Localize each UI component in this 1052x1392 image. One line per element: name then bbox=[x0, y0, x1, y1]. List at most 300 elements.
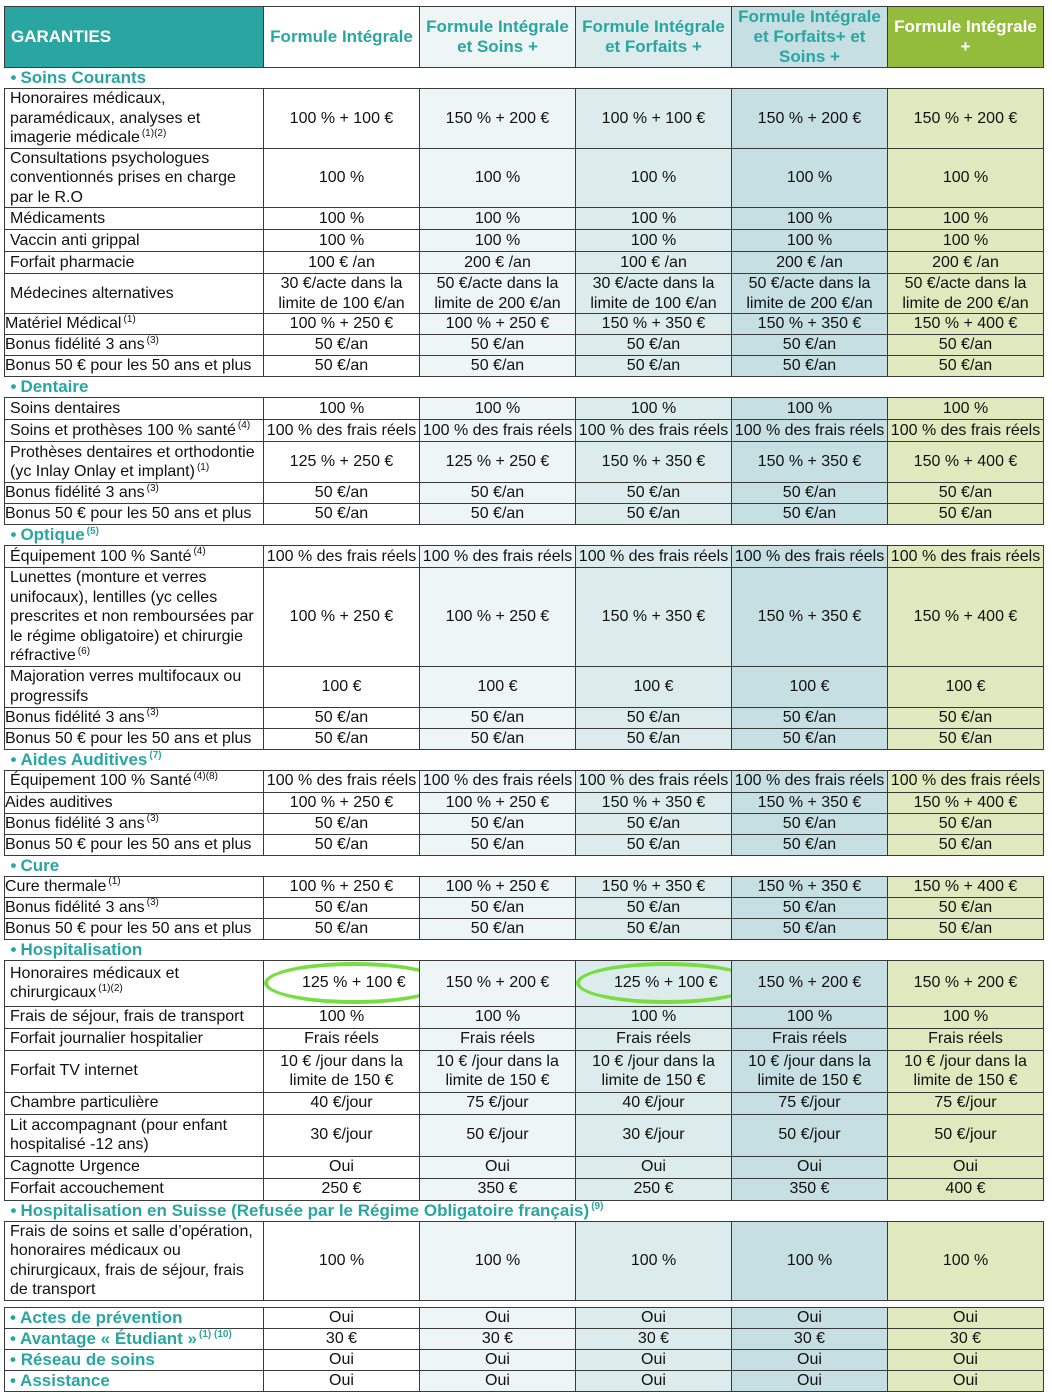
row-label bbox=[5, 897, 263, 918]
table-row bbox=[5, 666, 1044, 707]
value-cell: 50 €/an bbox=[576, 897, 731, 918]
value-cell: 50 €/an bbox=[264, 834, 419, 855]
section-title bbox=[5, 525, 1044, 546]
value-cell: 50 €/an bbox=[732, 728, 887, 749]
value-cell: 50 €/an bbox=[888, 728, 1043, 749]
value-cell: 100 % bbox=[888, 398, 1044, 420]
value-cell-stack bbox=[420, 483, 576, 525]
table-row bbox=[5, 1092, 1044, 1114]
value-cell-stack bbox=[888, 707, 1044, 749]
row-label bbox=[5, 568, 264, 667]
row-label-text: Frais de soins et salle d’opération, honoraires médicaux ou chirurgicaux, frais de séjour, frais de transport bbox=[10, 1222, 253, 1298]
footer-label-text: Réseau de soins bbox=[20, 1349, 155, 1369]
value-cell: 40 €/jour bbox=[264, 1092, 420, 1114]
value-cell: 50 €/an bbox=[314, 484, 369, 501]
value-cell: 50 €/an bbox=[420, 813, 575, 834]
footnote-ref: (3) bbox=[146, 482, 159, 494]
row-label bbox=[5, 666, 264, 707]
footnote-ref: (1) bbox=[108, 876, 121, 888]
row-label-text: Lit accompagnant (pour enfant hospitalisé -12 ans) bbox=[10, 1116, 228, 1153]
row-label-text: Bonus 50 € pour les 50 ans et plus bbox=[5, 357, 252, 374]
section-title-text: Optique bbox=[20, 525, 85, 545]
row-label-text: Consultations psychologues conventionnés prises en charge par le R.O bbox=[10, 149, 236, 206]
footer-row bbox=[5, 1370, 1044, 1391]
value-cell: 350 € bbox=[420, 1178, 576, 1200]
value-cell: 100 € /an bbox=[264, 252, 420, 274]
bullet-icon: • bbox=[10, 855, 17, 875]
value-cell-stack bbox=[888, 314, 1044, 377]
value-cell: 100 % des frais réels bbox=[264, 546, 420, 568]
formule-header: Formule Intégrale + bbox=[888, 7, 1044, 68]
value-cell: 100 % bbox=[732, 230, 888, 252]
row-label-text: Honoraires médicaux et chirurgicaux bbox=[10, 964, 179, 1001]
value-cell: 400 € bbox=[888, 1178, 1044, 1200]
table-row bbox=[5, 89, 1044, 149]
row-label bbox=[5, 793, 263, 813]
row-label bbox=[5, 1050, 264, 1092]
value-cell: 100 % + 250 € bbox=[289, 877, 394, 895]
footnote-ref: (6) bbox=[77, 645, 91, 657]
formule-header: Formule Intégrale bbox=[264, 7, 420, 68]
value-cell: 50 €/an bbox=[782, 708, 837, 726]
row-label-text: Prothèses dentaires et orthodontie (yc Inlay Onlay et implant) bbox=[10, 443, 255, 480]
value-cell: 50 €/an bbox=[576, 728, 731, 749]
row-label-text: Honoraires médicaux, paramédicaux, analyses et imagerie médicale bbox=[10, 90, 201, 146]
row-label bbox=[5, 398, 264, 420]
value-cell-stack bbox=[576, 314, 732, 377]
value-cell: 150 % + 400 € bbox=[913, 877, 1018, 895]
section-header-row bbox=[5, 377, 1044, 398]
section-title-text: Hospitalisation bbox=[20, 939, 143, 959]
value-cell: 100 € bbox=[576, 666, 732, 707]
value-cell: 150 % + 350 € bbox=[732, 568, 888, 667]
value-cell: 150 % + 400 € bbox=[888, 442, 1044, 483]
value-cell bbox=[264, 960, 420, 1006]
row-label-text: Bonus fidélité 3 ans bbox=[5, 708, 145, 726]
value-cell-stack bbox=[420, 707, 576, 749]
value-cell: 100 % bbox=[264, 1006, 420, 1028]
value-cell: 10 € /jour dans la limite de 150 € bbox=[264, 1050, 420, 1092]
value-cell: 50 €/an bbox=[888, 897, 1043, 918]
value-cell: 125 % + 250 € bbox=[420, 442, 576, 483]
row-label-stack bbox=[5, 876, 264, 939]
value-cell: 50 €/an bbox=[264, 918, 419, 939]
row-label-text: Majoration verres multifocaux ou progressifs bbox=[10, 668, 242, 705]
row-label-text: Équipement 100 % Santé bbox=[10, 772, 192, 790]
value-cell: 50 €/an bbox=[888, 918, 1043, 939]
table-row bbox=[5, 398, 1044, 420]
value-cell: 100 € bbox=[264, 666, 420, 707]
table-row-group bbox=[5, 707, 1044, 749]
value-cell: 100 % + 250 € bbox=[264, 568, 420, 667]
value-cell: 100 % des frais réels bbox=[420, 770, 576, 792]
value-cell: 100 % bbox=[420, 230, 576, 252]
row-label-text: Forfait accouchement bbox=[10, 1180, 164, 1198]
row-label-text: Médicaments bbox=[10, 209, 106, 227]
value-cell: 50 €/an bbox=[420, 834, 575, 855]
formule-header: Formule Intégrale et Soins + bbox=[420, 7, 576, 68]
section-header-row bbox=[5, 525, 1044, 546]
row-label-text: Lunettes (monture et verres unifocaux), lentilles (yc celles prescrites et non remboursées par le régime obligatoire) et chirurgie réfractive bbox=[10, 569, 254, 664]
value-cell: 150 % + 350 € bbox=[601, 793, 706, 811]
value-cell: 100 % bbox=[420, 208, 576, 230]
value-cell-stack bbox=[888, 792, 1044, 855]
value-cell: Frais réels bbox=[576, 1028, 732, 1050]
value-cell: 150 % + 200 € bbox=[420, 960, 576, 1006]
value-cell: 30 € bbox=[576, 1328, 732, 1349]
row-label bbox=[5, 770, 264, 792]
value-cell: 100 % + 100 € bbox=[264, 89, 420, 149]
row-label-text: Forfait pharmacie bbox=[10, 253, 135, 271]
value-cell: Oui bbox=[888, 1307, 1044, 1328]
row-label bbox=[5, 334, 263, 355]
table-row bbox=[5, 546, 1044, 568]
value-cell: 100 % bbox=[420, 398, 576, 420]
table-row bbox=[5, 252, 1044, 274]
value-cell: 100 % + 250 € bbox=[445, 793, 550, 811]
value-cell-stack bbox=[732, 314, 888, 377]
value-cell: 50 €/an bbox=[888, 334, 1043, 355]
value-cell: 100 % des frais réels bbox=[732, 770, 888, 792]
value-cell: 50 €/an bbox=[576, 918, 731, 939]
row-label-text: Cure thermale bbox=[5, 877, 107, 895]
value-cell: 10 € /jour dans la limite de 150 € bbox=[732, 1050, 888, 1092]
value-cell: Frais réels bbox=[732, 1028, 888, 1050]
value-cell: 50 €/acte dans la limite de 200 €/an bbox=[888, 274, 1044, 314]
value-cell: 50 €/an bbox=[938, 484, 993, 501]
value-cell: 100 % bbox=[888, 230, 1044, 252]
table-row-group bbox=[5, 483, 1044, 525]
table-row bbox=[5, 442, 1044, 483]
footnote-ref: (4) bbox=[193, 546, 206, 558]
row-label bbox=[5, 960, 264, 1006]
value-cell: 50 €/jour bbox=[732, 1114, 888, 1156]
value-cell: 150 % + 350 € bbox=[732, 442, 888, 483]
footer-label-text: Actes de prévention bbox=[20, 1307, 183, 1327]
value-cell: 350 € bbox=[732, 1178, 888, 1200]
value-cell: Oui bbox=[420, 1370, 576, 1391]
row-label bbox=[5, 1092, 264, 1114]
row-label-text: Aides auditives bbox=[5, 793, 113, 811]
row-label bbox=[5, 546, 264, 568]
row-label bbox=[5, 813, 263, 834]
row-label-stack bbox=[5, 314, 264, 377]
row-label bbox=[5, 89, 264, 149]
row-label bbox=[5, 503, 263, 524]
value-cell: Oui bbox=[576, 1370, 732, 1391]
value-cell: 100 % des frais réels bbox=[420, 420, 576, 442]
value-cell-stack bbox=[264, 876, 420, 939]
value-cell: 150 % + 200 € bbox=[420, 89, 576, 149]
row-label-text: Bonus 50 € pour les 50 ans et plus bbox=[5, 919, 252, 937]
value-cell-stack bbox=[264, 792, 420, 855]
value-cell: 150 % + 350 € bbox=[757, 315, 862, 332]
row-label bbox=[5, 1006, 264, 1028]
value-cell: 10 € /jour dans la limite de 150 € bbox=[576, 1050, 732, 1092]
row-label bbox=[5, 252, 264, 274]
bullet-icon: • bbox=[10, 1307, 21, 1327]
section-title-text: Aides Auditives bbox=[20, 749, 148, 769]
value-cell: 75 €/jour bbox=[732, 1092, 888, 1114]
value-cell: 30 € bbox=[888, 1328, 1044, 1349]
value-cell: Oui bbox=[888, 1349, 1044, 1370]
value-cell: 10 € /jour dans la limite de 150 € bbox=[420, 1050, 576, 1092]
row-label-text: Vaccin anti grippal bbox=[10, 231, 140, 249]
row-label-text: Bonus fidélité 3 ans bbox=[5, 814, 145, 832]
footer-label bbox=[5, 1349, 264, 1370]
footnote-ref: (9) bbox=[591, 1201, 604, 1213]
value-cell: 100 % + 100 € bbox=[576, 89, 732, 149]
value-cell: Oui bbox=[420, 1307, 576, 1328]
footnote-ref: (7) bbox=[149, 750, 162, 762]
row-label-text: Cagnotte Urgence bbox=[10, 1158, 140, 1176]
value-cell: 75 €/jour bbox=[420, 1092, 576, 1114]
row-label bbox=[5, 834, 263, 855]
value-cell: 30 €/jour bbox=[264, 1114, 420, 1156]
value-cell-stack bbox=[420, 792, 576, 855]
value-cell: 100 % bbox=[888, 1221, 1044, 1300]
value-cell: 100 % bbox=[576, 1006, 732, 1028]
table-row bbox=[5, 960, 1044, 1006]
table-row bbox=[5, 1006, 1044, 1028]
value-cell: Oui bbox=[888, 1156, 1044, 1178]
value-cell: 150 % + 200 € bbox=[732, 960, 888, 1006]
value-cell: 100 % des frais réels bbox=[576, 420, 732, 442]
footnote-ref: (3) bbox=[146, 707, 159, 719]
value-cell: Oui bbox=[888, 1370, 1044, 1391]
value-cell: 250 € bbox=[264, 1178, 420, 1200]
value-cell: Frais réels bbox=[888, 1028, 1044, 1050]
value-cell: 50 €/an bbox=[420, 897, 575, 918]
value-cell: 30 €/acte dans la limite de 100 €/an bbox=[576, 274, 732, 314]
value-cell: Frais réels bbox=[420, 1028, 576, 1050]
row-label-stack bbox=[5, 483, 264, 525]
value-cell: 50 €/an bbox=[264, 813, 419, 834]
row-label bbox=[5, 442, 264, 483]
row-label bbox=[5, 420, 264, 442]
formule-header: Formule Intégrale et Forfaits+ et Soins + bbox=[732, 7, 888, 68]
value-cell: 200 € /an bbox=[888, 252, 1044, 274]
value-cell: 100 % des frais réels bbox=[888, 770, 1044, 792]
row-label-text: Équipement 100 % Santé bbox=[10, 547, 192, 565]
value-cell: Oui bbox=[264, 1156, 420, 1178]
value-cell: 100 € /an bbox=[576, 252, 732, 274]
section-title-text: Hospitalisation en Suisse (Refusée par le Régime Obligatoire français) bbox=[20, 1200, 590, 1220]
value-cell: 100 % bbox=[888, 1006, 1044, 1028]
bullet-icon: • bbox=[10, 1328, 21, 1348]
guarantees-table-container bbox=[4, 6, 1044, 1392]
value-cell: 100 % bbox=[264, 208, 420, 230]
value-cell: 100 % des frais réels bbox=[576, 770, 732, 792]
section-title bbox=[5, 377, 1044, 398]
value-cell: 150 % + 400 € bbox=[913, 315, 1018, 332]
value-cell: 50 €/an bbox=[264, 334, 419, 355]
row-label bbox=[5, 314, 263, 334]
value-cell: 250 € bbox=[576, 1178, 732, 1200]
value-cell: 50 €/an bbox=[576, 334, 731, 355]
value-cell: Oui bbox=[732, 1307, 888, 1328]
value-cell: 150 % + 400 € bbox=[888, 568, 1044, 667]
value-cell: 100 % des frais réels bbox=[732, 546, 888, 568]
footnote-ref: (4) bbox=[237, 420, 251, 432]
value-cell: 100 % bbox=[576, 398, 732, 420]
section-header-row bbox=[5, 939, 1044, 960]
table-row bbox=[5, 274, 1044, 314]
bullet-icon: • bbox=[10, 1200, 17, 1220]
value-cell: 50 €/an bbox=[264, 897, 419, 918]
footer-row bbox=[5, 1328, 1044, 1349]
value-cell: 30 €/acte dans la limite de 100 €/an bbox=[264, 274, 420, 314]
section-title bbox=[5, 68, 1044, 89]
value-cell: 100 % des frais réels bbox=[264, 770, 420, 792]
value-cell: 50 €/an bbox=[888, 503, 1043, 524]
value-cell: 50 €/an bbox=[732, 897, 887, 918]
value-cell: 50 €/an bbox=[576, 813, 731, 834]
value-cell: 100 % bbox=[420, 1221, 576, 1300]
table-row bbox=[5, 208, 1044, 230]
bullet-icon: • bbox=[10, 1370, 21, 1390]
value-cell: 100 % bbox=[264, 398, 420, 420]
value-cell: 50 €/an bbox=[888, 355, 1043, 376]
value-cell: 100 % bbox=[420, 148, 576, 208]
row-label-text: Bonus 50 € pour les 50 ans et plus bbox=[5, 505, 252, 522]
row-label bbox=[5, 148, 264, 208]
highlight-circle: 125 % + 100 € bbox=[576, 962, 732, 1004]
value-cell-stack bbox=[732, 483, 888, 525]
value-cell-stack bbox=[576, 483, 732, 525]
table-body bbox=[5, 68, 1044, 1392]
table-row bbox=[5, 1156, 1044, 1178]
row-label bbox=[5, 708, 263, 728]
value-cell: 50 €/an bbox=[470, 484, 525, 501]
value-cell-stack bbox=[732, 707, 888, 749]
row-label-text: Soins et prothèses 100 % santé bbox=[10, 421, 236, 439]
value-cell-stack bbox=[264, 483, 420, 525]
value-cell: 100 % des frais réels bbox=[576, 546, 732, 568]
value-cell: 100 % des frais réels bbox=[264, 420, 420, 442]
footer-label-text: Avantage « Étudiant » bbox=[20, 1328, 198, 1348]
value-cell: 30 € bbox=[264, 1328, 420, 1349]
section-header-row bbox=[5, 1200, 1044, 1221]
section-title bbox=[5, 939, 1044, 960]
value-cell: 125 % + 250 € bbox=[264, 442, 420, 483]
value-cell: 100 % bbox=[576, 148, 732, 208]
value-cell: 30 € bbox=[732, 1328, 888, 1349]
value-cell: 50 €/an bbox=[420, 503, 575, 524]
value-cell: 200 € /an bbox=[732, 252, 888, 274]
value-cell-stack bbox=[576, 707, 732, 749]
table-row bbox=[5, 1221, 1044, 1300]
value-cell: 50 €/an bbox=[264, 355, 419, 376]
row-label bbox=[5, 230, 264, 252]
value-cell-stack bbox=[888, 876, 1044, 939]
value-cell: 100 % bbox=[732, 208, 888, 230]
value-cell: 150 % + 350 € bbox=[576, 442, 732, 483]
value-cell-stack bbox=[732, 876, 888, 939]
value-cell: 100 % bbox=[732, 1221, 888, 1300]
value-cell: 150 % + 350 € bbox=[757, 793, 862, 811]
value-cell: 50 €/an bbox=[576, 503, 731, 524]
table-row bbox=[5, 770, 1044, 792]
row-label-stack bbox=[5, 707, 264, 749]
footer-row bbox=[5, 1307, 1044, 1328]
value-cell: Oui bbox=[732, 1156, 888, 1178]
value-cell-stack bbox=[420, 314, 576, 377]
value-cell: 50 €/an bbox=[576, 834, 731, 855]
value-cell: Oui bbox=[420, 1156, 576, 1178]
table-row bbox=[5, 230, 1044, 252]
table-row bbox=[5, 1028, 1044, 1050]
value-cell: 100 % bbox=[888, 208, 1044, 230]
value-cell: 50 €/an bbox=[732, 834, 887, 855]
row-label-text: Soins dentaires bbox=[10, 399, 121, 417]
table-row-group bbox=[5, 314, 1044, 377]
bullet-icon: • bbox=[10, 68, 17, 88]
value-cell: 50 €/an bbox=[888, 834, 1043, 855]
footnote-ref: (1) (10) bbox=[199, 1329, 232, 1341]
footnote-ref: (5) bbox=[86, 525, 99, 537]
value-cell: 50 €/acte dans la limite de 200 €/an bbox=[420, 274, 576, 314]
guarantees-table bbox=[4, 6, 1044, 1392]
value-cell: 100 % + 250 € bbox=[289, 793, 394, 811]
value-cell-stack bbox=[888, 483, 1044, 525]
spacer bbox=[5, 1300, 1044, 1307]
value-cell-stack bbox=[264, 314, 420, 377]
section-title bbox=[5, 749, 1044, 770]
row-label bbox=[5, 877, 263, 897]
value-cell: 40 €/jour bbox=[576, 1092, 732, 1114]
bullet-icon: • bbox=[10, 525, 17, 545]
row-label bbox=[5, 918, 263, 939]
table-row bbox=[5, 568, 1044, 667]
value-cell: 100 % bbox=[420, 1006, 576, 1028]
highlight-circle: 125 % + 100 € bbox=[264, 962, 420, 1004]
row-label-text: Bonus fidélité 3 ans bbox=[5, 336, 145, 353]
value-cell: 100 % bbox=[264, 148, 420, 208]
value-cell: Oui bbox=[576, 1307, 732, 1328]
value-cell: 150 % + 350 € bbox=[576, 568, 732, 667]
table-row bbox=[5, 1050, 1044, 1092]
value-cell: 100 % + 250 € bbox=[420, 568, 576, 667]
row-label-text: Matériel Médical bbox=[5, 315, 122, 332]
value-cell: 50 €/an bbox=[470, 708, 525, 726]
value-cell: 150 % + 400 € bbox=[913, 793, 1018, 811]
value-cell: 100 % bbox=[732, 398, 888, 420]
value-cell: 100 % bbox=[888, 148, 1044, 208]
row-label bbox=[5, 208, 264, 230]
value-cell: 100 % bbox=[732, 1006, 888, 1028]
footer-label bbox=[5, 1307, 264, 1328]
value-cell: 150 % + 200 € bbox=[888, 89, 1044, 149]
section-title bbox=[5, 1200, 1044, 1221]
bullet-icon: • bbox=[10, 1349, 21, 1369]
row-label bbox=[5, 1221, 264, 1300]
row-label-stack bbox=[5, 792, 264, 855]
row-label bbox=[5, 1178, 264, 1200]
value-cell: 100 % + 250 € bbox=[445, 315, 550, 332]
value-cell-stack bbox=[264, 707, 420, 749]
value-cell-stack bbox=[576, 876, 732, 939]
row-label bbox=[5, 274, 264, 314]
value-cell: 50 €/acte dans la limite de 200 €/an bbox=[732, 274, 888, 314]
value-cell: 50 €/an bbox=[626, 708, 681, 726]
value-cell: 100 € bbox=[420, 666, 576, 707]
value-cell: 100 % + 250 € bbox=[289, 315, 394, 332]
footnote-ref: (3) bbox=[146, 813, 159, 825]
section-header-row bbox=[5, 68, 1044, 89]
value-cell: 30 €/jour bbox=[576, 1114, 732, 1156]
section-title-text: Dentaire bbox=[20, 377, 89, 397]
